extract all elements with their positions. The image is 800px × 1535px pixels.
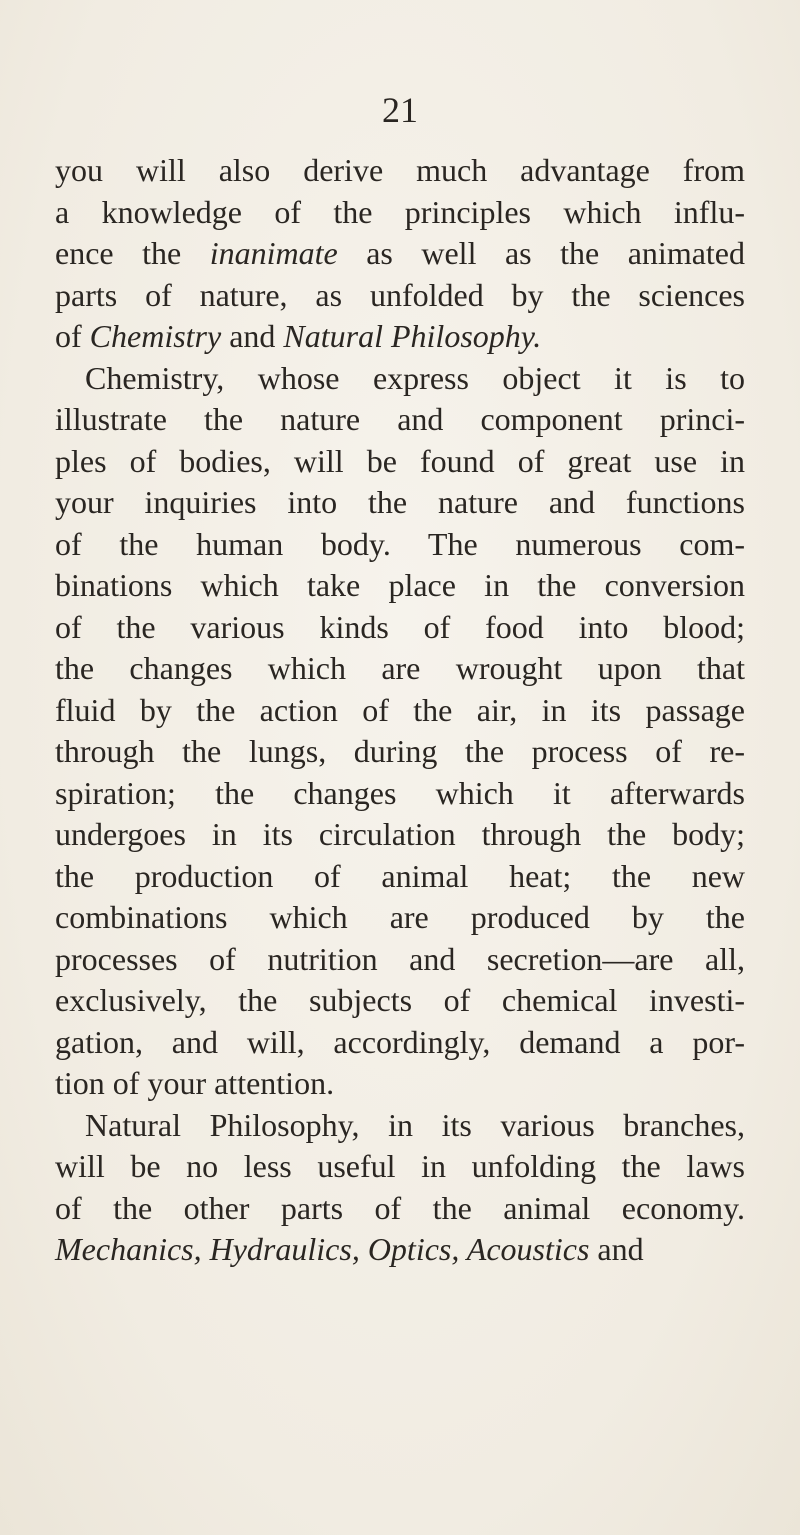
text-run: parts of nature, as unfolded by the sciences (55, 276, 745, 313)
text-run: exclusively, the subjects of chemical investi- (55, 982, 745, 1018)
text-line (55, 316, 745, 356)
text-line (55, 773, 745, 813)
text-run: binations which take place in the conversion (55, 567, 745, 603)
text-line (55, 275, 745, 315)
text-line (55, 814, 745, 854)
text-line (55, 1146, 745, 1186)
text-run: the production of animal heat; the new (55, 857, 745, 894)
text-line (55, 648, 745, 688)
text-line (85, 1105, 745, 1145)
text-line (55, 980, 745, 1020)
text-line (55, 482, 745, 522)
text-line (85, 358, 745, 398)
text-line (55, 1022, 745, 1062)
text-run: of (55, 318, 90, 354)
text-run: ence the (55, 235, 210, 271)
text-run: and (589, 1231, 644, 1267)
page-number: 21 (382, 90, 418, 130)
text-line (55, 399, 745, 439)
text-run: of the various kinds of food into blood; (55, 608, 745, 645)
text-line (55, 233, 745, 273)
text-line (55, 441, 745, 481)
text-line (55, 1188, 745, 1228)
text-run: your inquiries into the nature and functions (55, 484, 745, 520)
text-run: combinations which are produced by the (55, 899, 745, 935)
italic-text: inanimate (209, 235, 338, 271)
text-line (55, 150, 745, 190)
text-run: processes of nutrition and secretion—are all, (55, 940, 745, 977)
text-run: Natural Philosophy, in its various branches, (85, 1106, 745, 1143)
text-run: ples of bodies, will be found of great use in (55, 442, 745, 479)
text-line (55, 856, 745, 896)
text-run: tion of your attention. (55, 1065, 335, 1101)
text-run: will be no less useful in unfolding the laws (55, 1148, 745, 1184)
text-line (55, 1229, 745, 1269)
text-line (55, 731, 745, 771)
text-run: through the lungs, during the process of re- (55, 733, 745, 769)
text-line (55, 192, 745, 232)
italic-text: Natural Philosophy. (283, 318, 542, 354)
text-line (55, 607, 745, 647)
text-run: a knowledge of the principles which influ- (55, 193, 745, 230)
text-line (55, 565, 745, 605)
text-run: spiration; the changes which it afterwards (55, 774, 745, 811)
text-line (55, 524, 745, 564)
text-run: you will also derive much advantage from (55, 152, 745, 188)
text-run: of the human body. The numerous com- (55, 525, 745, 562)
text-run: illustrate the nature and component princi- (55, 401, 745, 437)
text-run: Chemistry, whose express object it is to (85, 359, 745, 396)
text-line (55, 1063, 745, 1103)
text-run: undergoes in its circulation through the body; (55, 816, 745, 852)
text-run: gation, and will, accordingly, demand a por- (55, 1023, 745, 1060)
italic-text: Chemistry (89, 318, 222, 354)
text-line (55, 897, 745, 937)
text-line (55, 939, 745, 979)
text-line (55, 690, 745, 730)
text-run: of the other parts of the animal economy. (55, 1189, 745, 1226)
text-run: and (221, 318, 284, 354)
text-run: fluid by the action of the air, in its passage (55, 691, 745, 728)
text-run: the changes which are wrought upon that (55, 650, 745, 686)
italic-text: Mechanics, Hydraulics, Optics, Acoustics (55, 1231, 590, 1267)
text-run: as well as the animated (337, 235, 746, 271)
